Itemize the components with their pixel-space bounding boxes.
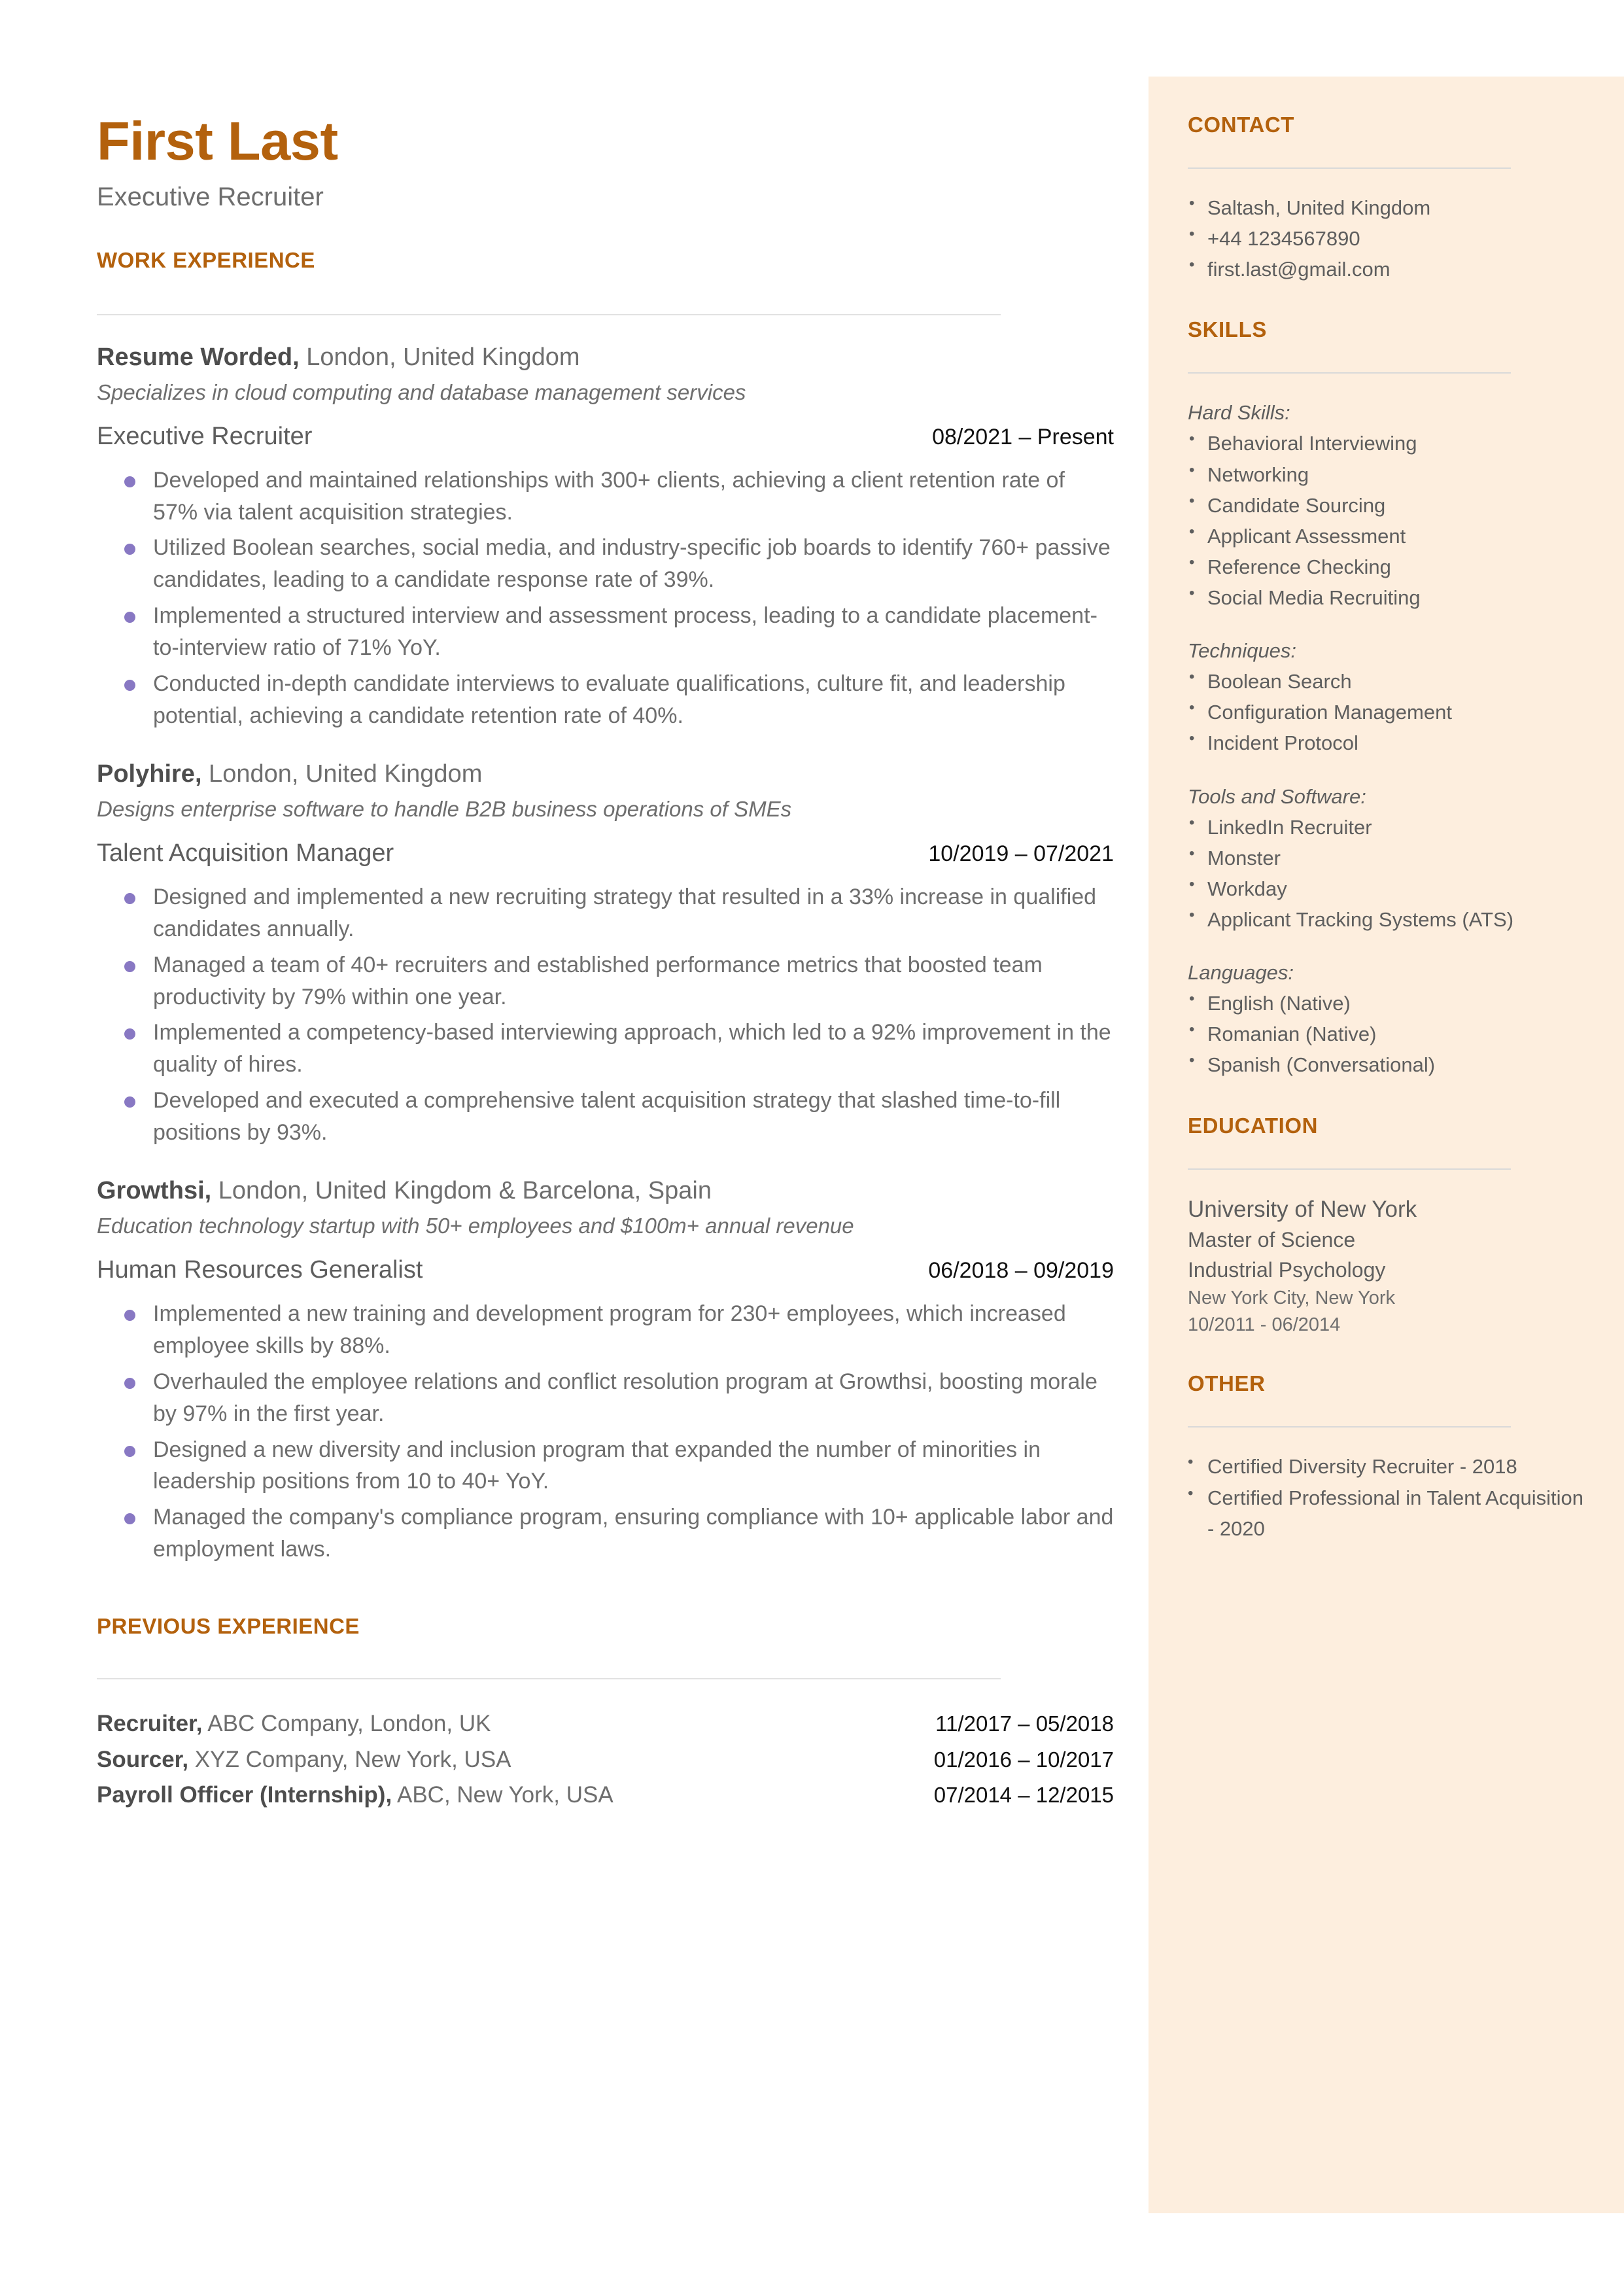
job-entry xyxy=(97,1175,1114,1566)
sidebar-divider xyxy=(1188,1168,1511,1170)
job-company-line xyxy=(97,1175,1114,1207)
previous-role-dates: 07/2014 – 12/2015 xyxy=(933,1782,1114,1807)
page-title: First Last xyxy=(97,111,338,171)
job-title-row xyxy=(97,1255,1114,1286)
sidebar xyxy=(1149,77,1624,2213)
job-bullet-list xyxy=(97,881,1114,1149)
skill-item: • Monster xyxy=(1188,843,1585,873)
job-company-description: Designs enterprise software to handle B2B business operations of SMEs xyxy=(97,796,792,821)
job-company-line xyxy=(97,758,1114,790)
previous-role-left xyxy=(97,1708,491,1740)
skill-item: • Social Media Recruiting xyxy=(1188,582,1585,613)
sidebar-heading-other: OTHER xyxy=(1188,1371,1266,1396)
skill-item: • Reference Checking xyxy=(1188,552,1585,582)
previous-experience-list xyxy=(97,1708,1114,1811)
sidebar-divider xyxy=(1188,167,1511,169)
job-dates: 10/2019 – 07/2021 xyxy=(928,841,1114,867)
job-company-location: London, United Kingdom & Barcelona, Spain xyxy=(211,1177,712,1205)
contact-item-phone: • +44 1234567890 xyxy=(1188,223,1585,254)
job-company-description: Education technology startup with 50+ employees and $100m+ annual revenue xyxy=(97,1213,854,1238)
job-company-description: Specializes in cloud computing and database management services xyxy=(97,379,746,404)
spacer xyxy=(1188,935,1585,957)
skill-item: • Candidate Sourcing xyxy=(1188,490,1585,521)
job-bullet: Utilized Boolean searches, social media, and industry-specific job boards to identify 760+ passive candidates, leading to a candidate response rate of 39%. xyxy=(97,532,1114,596)
previous-role-dates: 01/2016 – 10/2017 xyxy=(933,1747,1114,1772)
previous-role-title: Recruiter, xyxy=(97,1711,203,1737)
previous-role-row xyxy=(97,1708,1114,1740)
job-company-name: Growthsi, xyxy=(97,1177,212,1205)
skills-group-label: Hard Skills: xyxy=(1188,401,1290,425)
skill-item: • English (Native) xyxy=(1188,988,1585,1019)
job-entry xyxy=(97,342,1114,732)
contact-list xyxy=(1188,192,1585,285)
other-item: • Certified Diversity Recruiter - 2018 xyxy=(1188,1451,1585,1482)
job-bullet-list xyxy=(97,464,1114,733)
previous-role-detail: XYZ Company, New York, USA xyxy=(188,1746,511,1772)
job-bullet: Designed a new diversity and inclusion program that expanded the number of minorities in leadership positions from 10 to 40+ YoY. xyxy=(97,1434,1114,1498)
job-bullet: Conducted in-depth candidate interviews to evaluate qualifications, culture fit, and leadership potential, achieving a candidate retention rate of 40%. xyxy=(97,668,1114,732)
skills-group-hard-skills xyxy=(1188,397,1585,613)
other-item: • Certified Professional in Talent Acquisition - 2020 xyxy=(1188,1482,1585,1544)
spacer xyxy=(1188,285,1585,317)
previous-role-title: Sourcer, xyxy=(97,1746,189,1772)
sidebar-divider xyxy=(1188,1426,1511,1428)
skill-item: • Networking xyxy=(1188,459,1585,490)
skills-group-tools-and-software xyxy=(1188,781,1585,936)
job-company-location: London, United Kingdom xyxy=(299,343,580,372)
skills-item-list xyxy=(1188,812,1585,935)
skills-group-label: Tools and Software: xyxy=(1188,784,1366,808)
skills-group-label: Techniques: xyxy=(1188,639,1297,663)
job-bullet: Developed and executed a comprehensive talent acquisition strategy that slashed time-to-fill positions by 93%. xyxy=(97,1085,1114,1149)
sidebar-heading-skills: SKILLS xyxy=(1188,317,1267,342)
skill-item: • Configuration Management xyxy=(1188,697,1585,727)
job-bullet: Managed a team of 40+ recruiters and established performance metrics that boosted team productivity by 79% within one year. xyxy=(97,949,1114,1013)
education-location: New York City, New York xyxy=(1188,1288,1395,1309)
job-company-line xyxy=(97,342,1114,374)
previous-role-dates: 11/2017 – 05/2018 xyxy=(935,1711,1114,1736)
skill-item: • Romanian (Native) xyxy=(1188,1019,1585,1049)
skills-item-list xyxy=(1188,988,1585,1080)
skill-item: • Boolean Search xyxy=(1188,666,1585,697)
skills-item-list xyxy=(1188,428,1585,613)
job-bullet: Designed and implemented a new recruiting strategy that resulted in a 33% increase in qualified candidates annually. xyxy=(97,881,1114,945)
skills-group-techniques xyxy=(1188,635,1585,758)
job-bullet: Developed and maintained relationships with 300+ clients, achieving a client retention rate of 57% via talent acquisition strategies. xyxy=(97,464,1114,529)
job-title: Talent Acquisition Manager xyxy=(97,839,394,867)
previous-role-left xyxy=(97,1779,613,1811)
skill-item: • Applicant Assessment xyxy=(1188,521,1585,552)
main-column xyxy=(97,0,1114,1815)
skills-group-languages xyxy=(1188,957,1585,1080)
section-divider xyxy=(97,314,1001,315)
education-field: Industrial Psychology xyxy=(1188,1257,1386,1282)
job-bullet: Implemented a competency-based interviewing approach, which led to a 92% improvement in the quality of hires. xyxy=(97,1017,1114,1081)
skill-item: • Applicant Tracking Systems (ATS) xyxy=(1188,904,1585,935)
spacer xyxy=(1188,759,1585,781)
job-entry xyxy=(97,758,1114,1149)
job-title-row xyxy=(97,421,1114,453)
education-degree: Master of Science xyxy=(1188,1228,1356,1252)
previous-role-detail: ABC Company, London, UK xyxy=(202,1711,491,1737)
skills-item-list xyxy=(1188,666,1585,758)
section-divider xyxy=(97,1678,1001,1679)
previous-role-row xyxy=(97,1779,1114,1811)
education-dates: 10/2011 - 06/2014 xyxy=(1188,1314,1341,1336)
skills-group-label: Languages: xyxy=(1188,961,1294,985)
skill-item: • Incident Protocol xyxy=(1188,727,1585,758)
job-bullet-list xyxy=(97,1298,1114,1566)
education-entry xyxy=(1188,1193,1585,1339)
job-company-name: Polyhire, xyxy=(97,760,202,788)
skill-item: • Spanish (Conversational) xyxy=(1188,1049,1585,1080)
job-bullet: Overhauled the employee relations and conflict resolution program at Growthsi, boosting morale by 97% in the first year. xyxy=(97,1366,1114,1430)
previous-role-left xyxy=(97,1744,511,1776)
previous-role-detail: ABC, New York, USA xyxy=(392,1781,613,1808)
skill-item: • LinkedIn Recruiter xyxy=(1188,812,1585,843)
sidebar-heading-education: EDUCATION xyxy=(1188,1113,1319,1138)
header-role: Executive Recruiter xyxy=(97,183,324,212)
section-heading-work-experience: WORK EXPERIENCE xyxy=(97,248,315,273)
job-dates: 06/2018 – 09/2019 xyxy=(928,1258,1114,1284)
other-list xyxy=(1188,1451,1585,1543)
spacer xyxy=(1188,1339,1585,1371)
previous-role-row xyxy=(97,1744,1114,1776)
job-bullet: Implemented a new training and development program for 230+ employees, which increased employee skills by 88%. xyxy=(97,1298,1114,1362)
job-bullet: Implemented a structured interview and assessment process, leading to a candidate placement-to-interview ratio of 71% YoY. xyxy=(97,600,1114,664)
job-title-row xyxy=(97,838,1114,869)
education-school: University of New York xyxy=(1188,1196,1417,1222)
job-title: Executive Recruiter xyxy=(97,423,313,451)
job-title: Human Resources Generalist xyxy=(97,1256,423,1284)
job-dates: 08/2021 – Present xyxy=(932,425,1114,450)
job-bullet: Managed the company's compliance program, ensuring compliance with 10+ applicable labor and employment laws. xyxy=(97,1501,1114,1566)
previous-role-title: Payroll Officer (Internship), xyxy=(97,1781,392,1808)
spacer xyxy=(1188,613,1585,635)
section-heading-previous-experience: PREVIOUS EXPERIENCE xyxy=(97,1614,360,1639)
job-company-location: London, United Kingdom xyxy=(201,760,483,788)
skill-item: • Behavioral Interviewing xyxy=(1188,428,1585,459)
contact-item-email: • first.last@gmail.com xyxy=(1188,254,1585,285)
sidebar-heading-contact: CONTACT xyxy=(1188,113,1295,137)
spacer xyxy=(1188,1081,1585,1113)
skill-item: • Workday xyxy=(1188,873,1585,904)
contact-item-location: • Saltash, United Kingdom xyxy=(1188,192,1585,223)
sidebar-divider xyxy=(1188,372,1511,374)
job-company-name: Resume Worded, xyxy=(97,343,300,372)
